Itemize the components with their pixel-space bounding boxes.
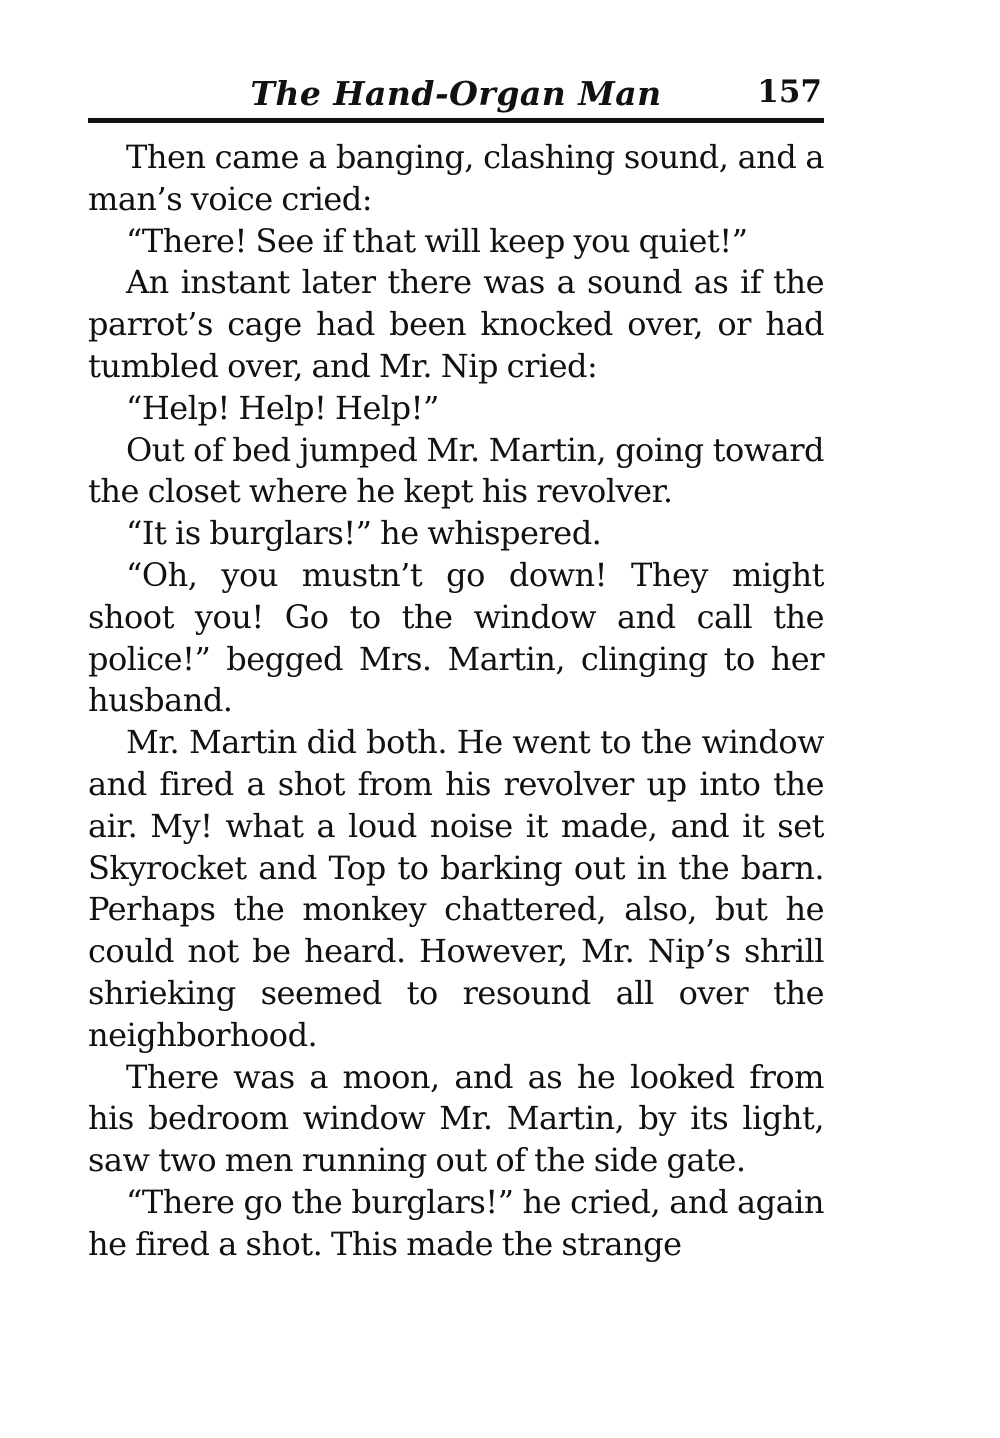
paragraph: “Oh, you mustn’t go down! They might shoot you! Go to the window and call the police!” begged Mrs. Martin, clinging to her husband. <box>88 555 824 720</box>
page-number: 157 <box>757 74 822 110</box>
paragraph: “Help! Help! Help!” <box>126 388 439 427</box>
paragraph: Mr. Martin did both. He went to the window and fired a shot from his revolver up into the air. My! what a loud noise it made, and it set Skyrocket and Top to barking out in the barn. Perhaps the monkey chattered, also, but he could not be heard. However, Mr. Nip’s shrill shrieking seemed to resound all over the neighborhood. <box>88 723 824 1054</box>
paragraph: There was a moon, and as he looked from his bedroom window Mr. Martin, by its light, saw two men running out of the side gate. <box>88 1057 824 1180</box>
book-page <box>88 64 824 1266</box>
paragraph: “There go the burglars!” he cried, and again he fired a shot. This made the strange <box>88 1182 824 1263</box>
running-head <box>88 64 824 116</box>
paragraph: Out of bed jumped Mr. Martin, going toward the closet where he kept his revolver. <box>88 430 824 511</box>
body-text <box>88 137 824 1266</box>
paragraph: An instant later there was a sound as if the parrot’s cage had been knocked over, or had tumbled over, and Mr. Nip cried: <box>88 263 824 385</box>
header-rule <box>88 118 824 123</box>
running-title: The Hand-Organ Man <box>250 74 662 113</box>
paragraph: “There! See if that will keep you quiet!” <box>126 221 748 260</box>
paragraph: “It is burglars!” he whispered. <box>126 514 602 553</box>
paragraph: Then came a banging, clashing sound, and a man’s voice cried: <box>88 138 824 218</box>
